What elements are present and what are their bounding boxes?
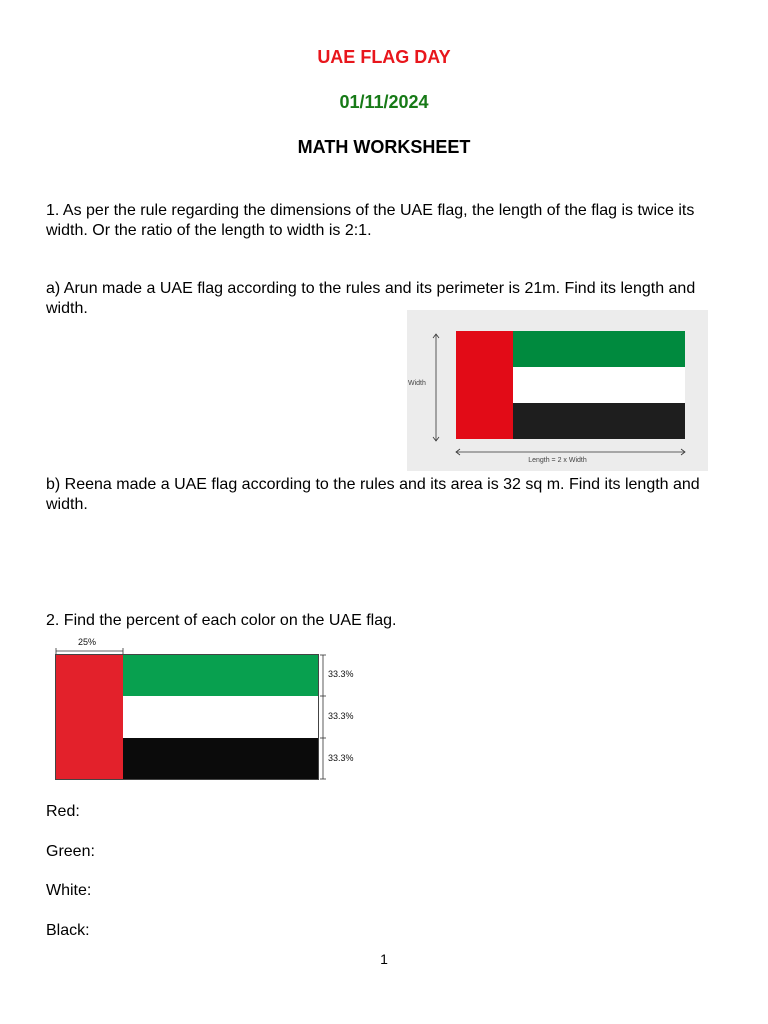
flag-green-stripe	[513, 331, 685, 367]
flag-red-band	[456, 331, 513, 439]
worksheet-date: 01/11/2024	[339, 92, 429, 112]
flag-red-band	[56, 655, 123, 779]
answer-black-label: Black:	[46, 922, 90, 939]
flag-white-stripe	[123, 696, 318, 738]
white-percent-label: 33.3%	[328, 711, 354, 721]
answer-red-label: Red:	[46, 803, 80, 820]
flag-white-stripe	[513, 367, 685, 403]
worksheet-title: UAE FLAG DAY	[317, 47, 451, 67]
flag-black-stripe	[513, 403, 685, 439]
page-number: 1	[380, 951, 388, 967]
black-percent-label: 33.3%	[328, 753, 354, 763]
uae-flag-image	[456, 331, 685, 439]
answer-white-label: White:	[46, 882, 92, 899]
flag-dimension-figure	[407, 310, 708, 471]
worksheet-subtitle: MATH WORKSHEET	[297, 137, 471, 157]
green-percent-label: 33.3%	[328, 669, 354, 679]
question-1b-text: b) Reena made a UAE flag according to the rules and its area is 32 sq m. Find its length and width.	[46, 476, 700, 513]
uae-flag-percent-image	[56, 655, 318, 779]
flag-black-stripe	[123, 738, 318, 779]
answer-green-label: Green:	[46, 843, 95, 860]
width-label: Width	[408, 380, 426, 387]
red-percent-label: 25%	[78, 637, 97, 647]
length-label: Length = 2 x Width	[528, 457, 587, 464]
question-2-text: 2. Find the percent of each color on the UAE flag.	[46, 612, 397, 629]
flag-green-stripe	[123, 655, 318, 696]
flag-percent-figure	[40, 634, 370, 784]
question-1-text: 1. As per the rule regarding the dimensions of the UAE flag, the length of the flag is twice its width. Or the ratio of the length to width is 2:1.	[46, 202, 695, 239]
question-1a-text: a) Arun made a UAE flag according to the rules and its perimeter is 21m. Find its length and width.	[46, 280, 696, 317]
